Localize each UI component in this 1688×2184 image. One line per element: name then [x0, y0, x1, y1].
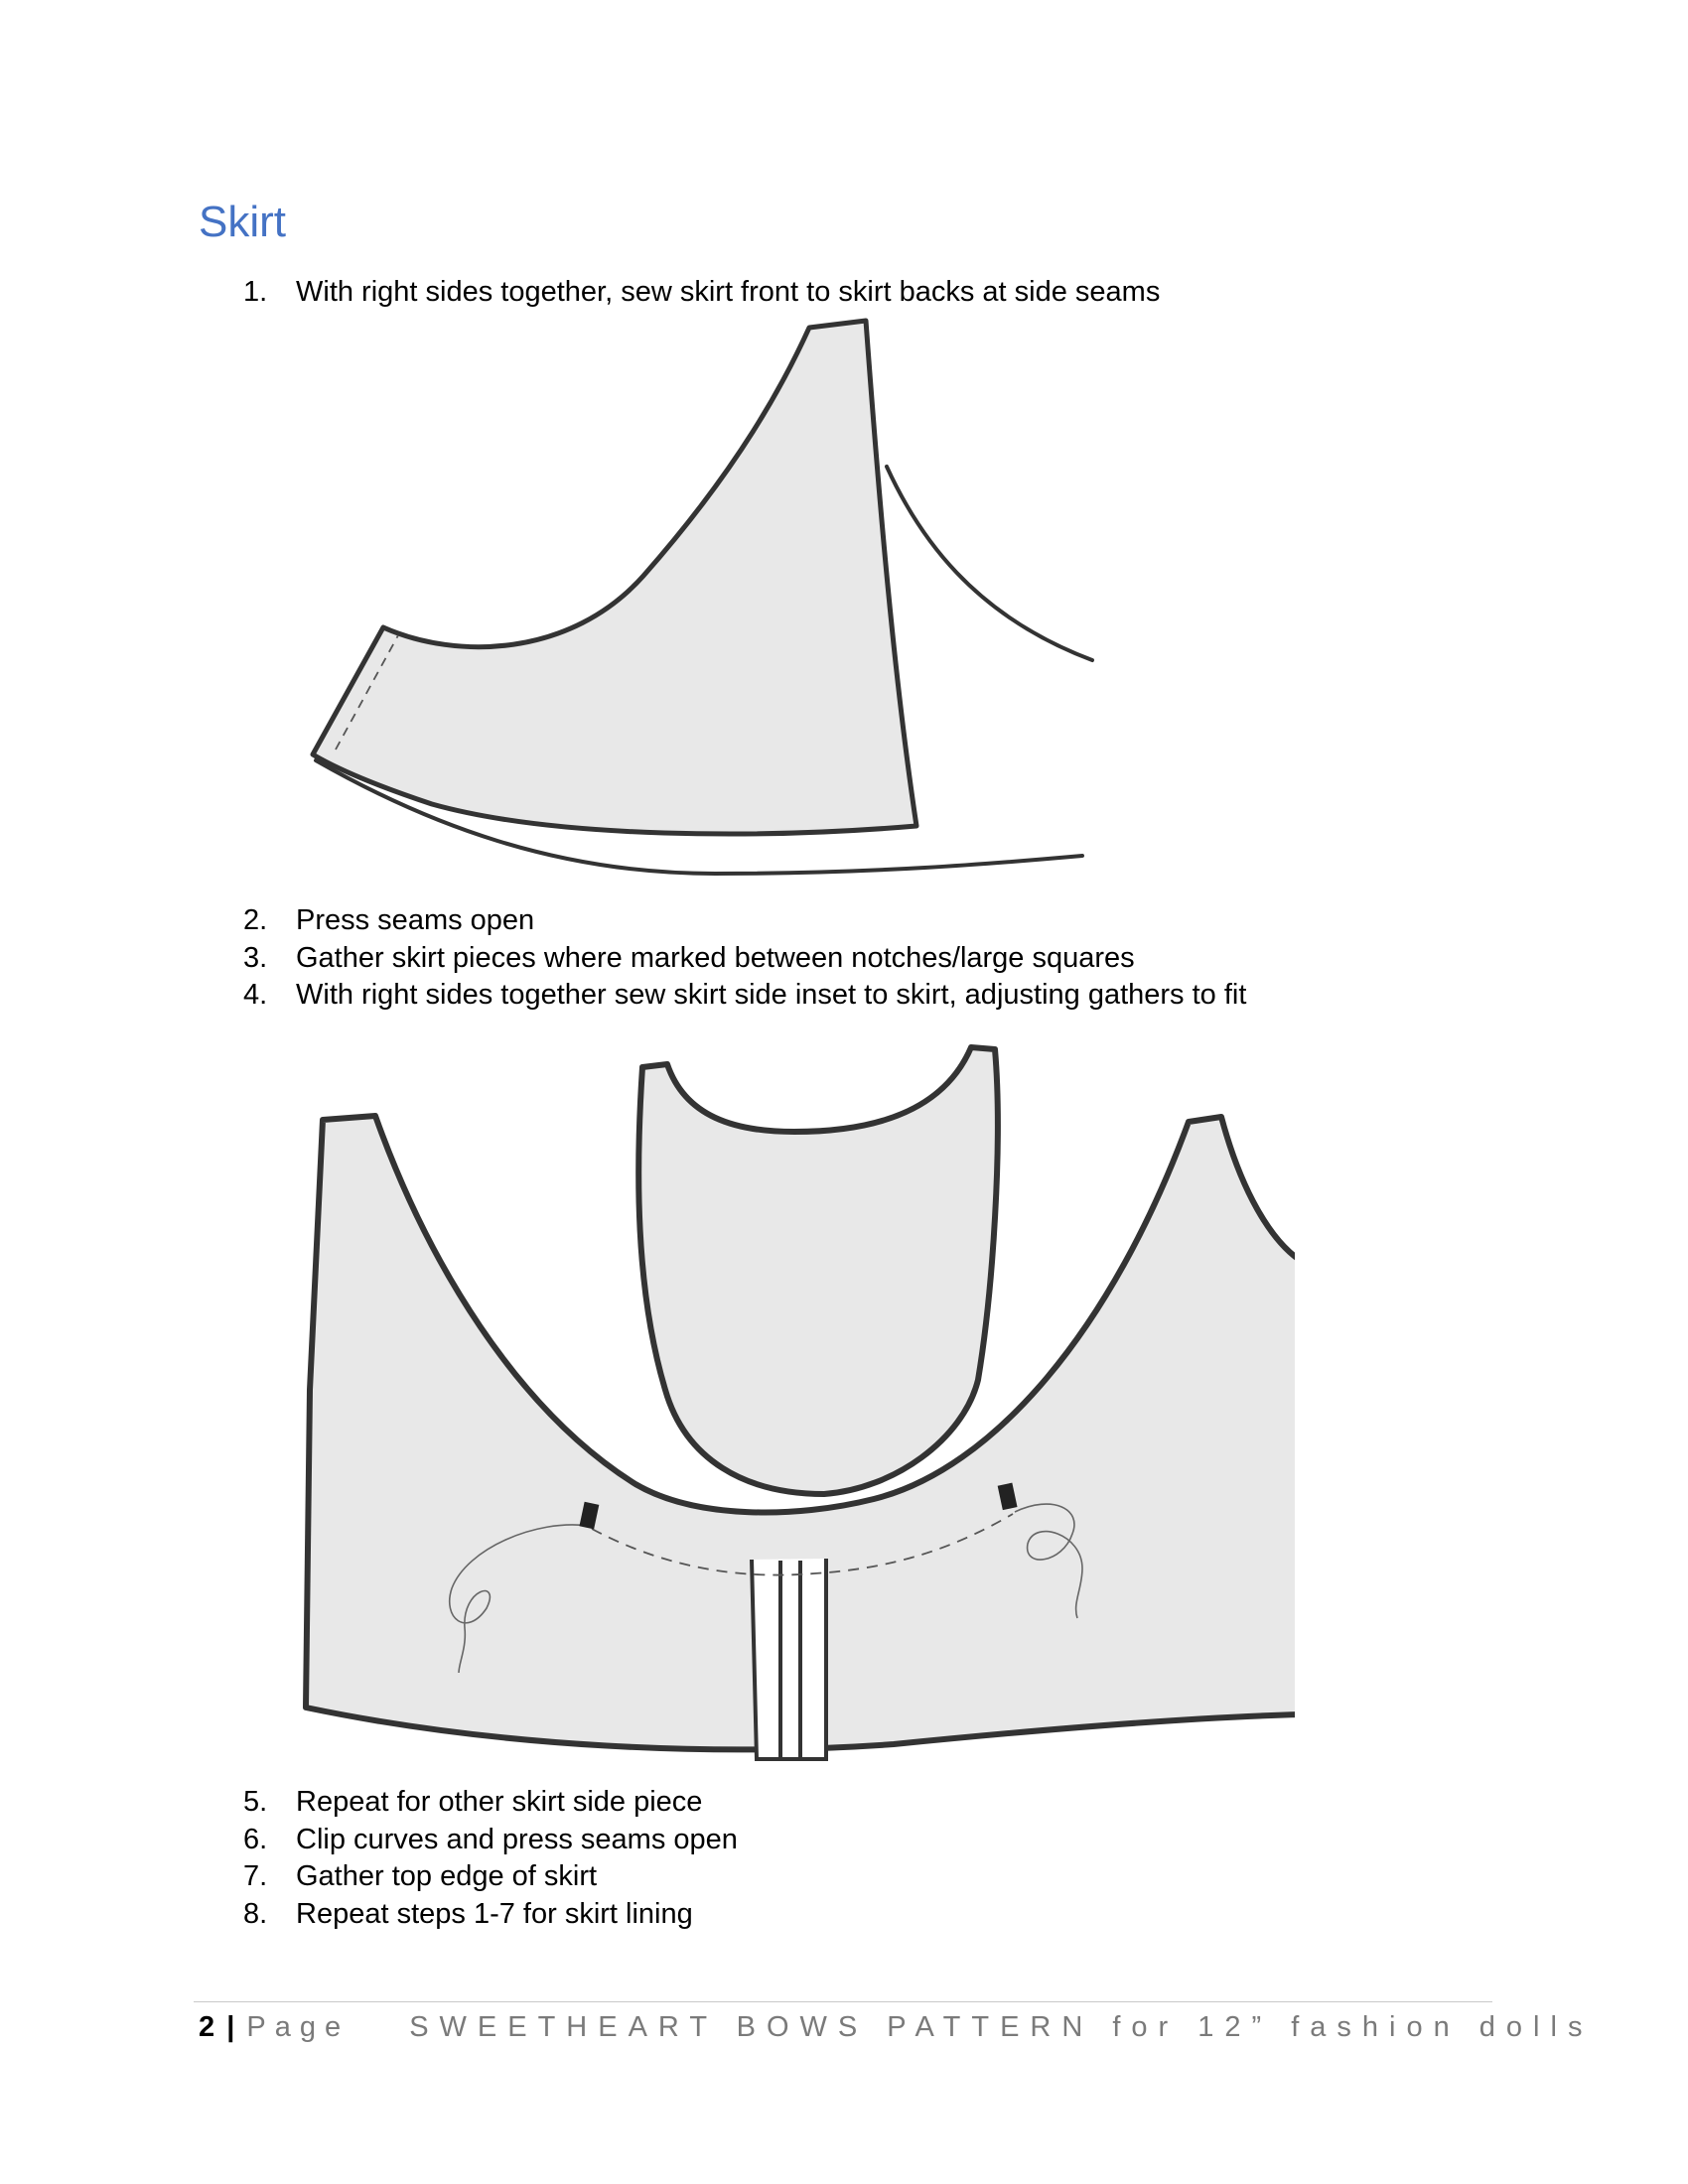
step-text: Clip curves and press seams open [296, 1823, 738, 1855]
step-number: 7. [243, 1860, 268, 1893]
step-text: Press seams open [296, 904, 535, 936]
document-title: SWEETHEART BOWS PATTERN for 12” fashion dolls [409, 2011, 1594, 2043]
list-item [243, 1784, 738, 1822]
step-number: 2. [243, 904, 268, 936]
list-item [243, 1858, 738, 1896]
footer-separator: | [226, 2011, 235, 2043]
skirt-side-inset-piece [638, 1047, 998, 1494]
step-text: Gather skirt pieces where marked between notches/large squares [296, 941, 1135, 974]
page-number: 2 [199, 2011, 215, 2043]
list-item [243, 274, 1160, 312]
step-text: Repeat for other skirt side piece [296, 1786, 703, 1818]
page-footer [199, 2007, 1593, 2047]
step-number: 4. [243, 979, 268, 1012]
footer-divider [194, 2001, 1492, 2002]
step-number: 1. [243, 276, 268, 308]
skirt-back-edge-line [887, 467, 1092, 660]
skirt-side-seam-illustration [303, 316, 1102, 882]
instruction-list-part3 [243, 1784, 738, 1933]
page-label: Page [246, 2011, 351, 2043]
list-item [243, 902, 1246, 940]
instruction-list-part2 [243, 902, 1246, 1015]
center-placket [752, 1559, 826, 1759]
section-heading: Skirt [199, 198, 286, 246]
step-text: With right sides together sew skirt side inset to skirt, adjusting gathers to fit [296, 979, 1247, 1012]
skirt-inset-gathering-illustration [294, 1032, 1307, 1772]
step-text: Gather top edge of skirt [296, 1860, 598, 1893]
list-item [243, 1896, 738, 1934]
step-text: With right sides together, sew skirt front to skirt backs at side seams [296, 276, 1161, 308]
list-item [243, 940, 1246, 978]
list-item [243, 977, 1246, 1015]
step-number: 5. [243, 1786, 268, 1818]
step-number: 3. [243, 941, 268, 974]
step-number: 8. [243, 1897, 268, 1930]
step-number: 6. [243, 1823, 268, 1855]
step-text: Repeat steps 1-7 for skirt lining [296, 1897, 693, 1930]
instruction-list-part1 [243, 274, 1160, 312]
skirt-front-piece [313, 321, 916, 834]
list-item [243, 1822, 738, 1859]
